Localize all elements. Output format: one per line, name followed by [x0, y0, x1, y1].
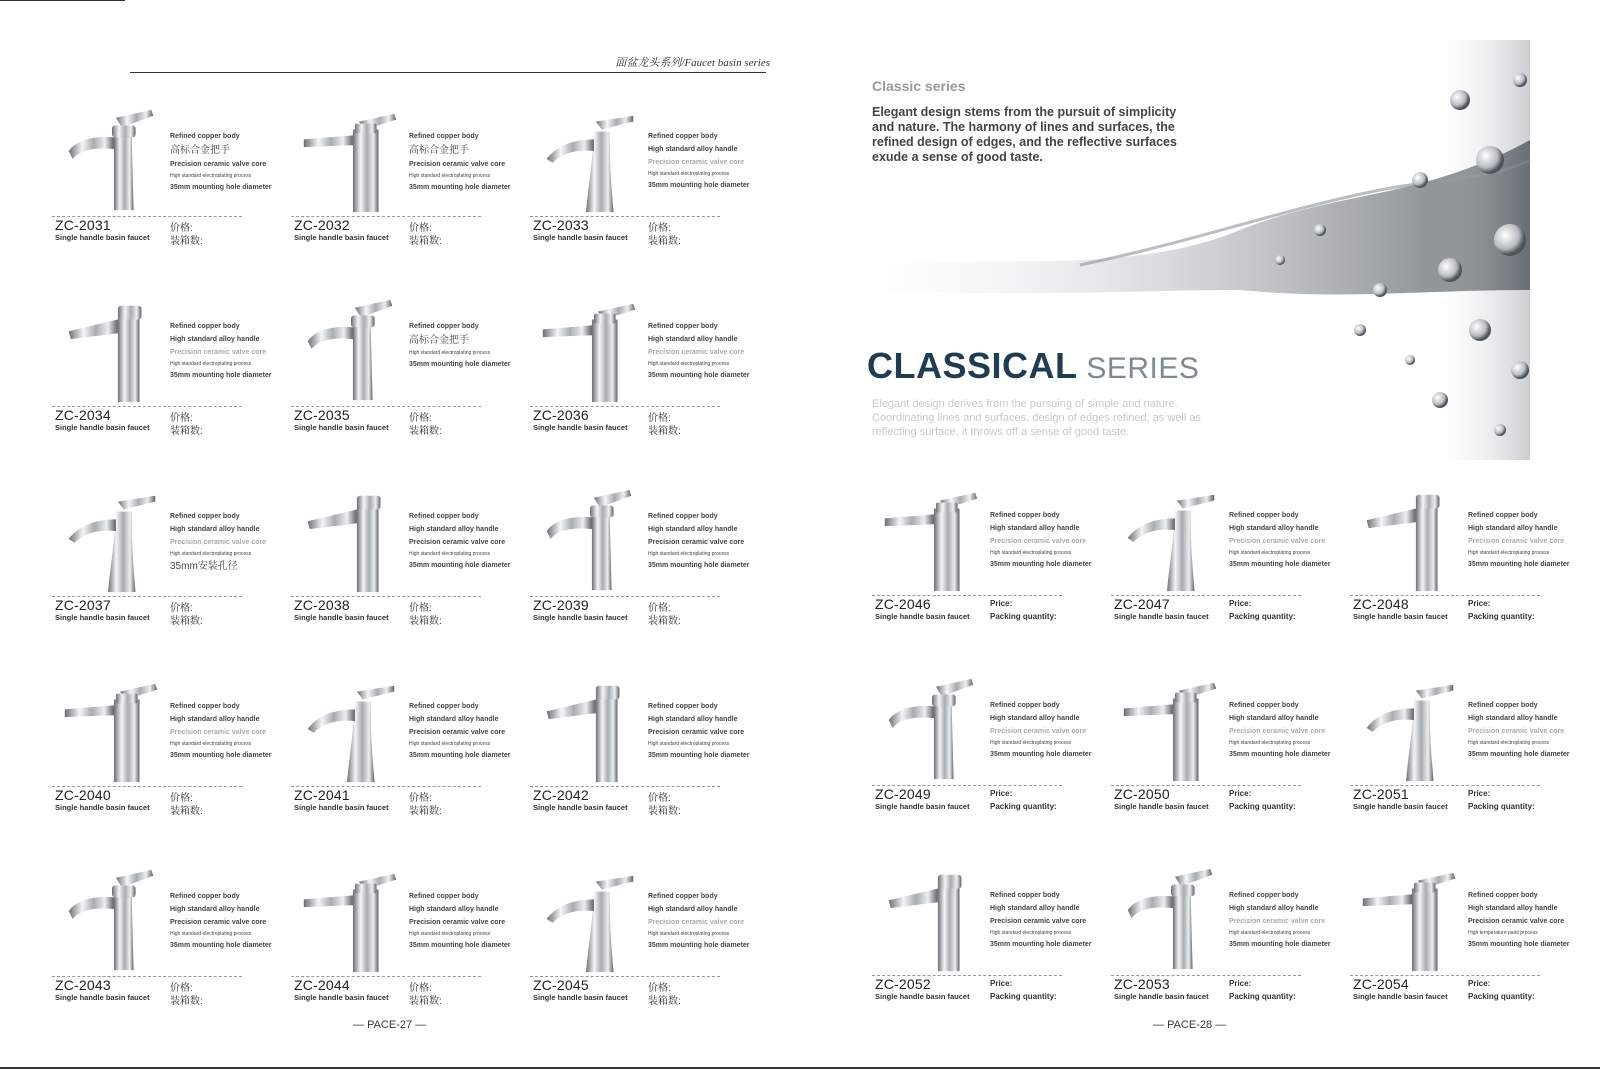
spec-line: 35mm mounting hole diameter	[648, 372, 750, 379]
spec-line: High standard alloy handle	[170, 716, 260, 723]
spec-line: Refined copper body	[990, 512, 1060, 519]
product-card	[872, 855, 1111, 1045]
price-label: Price:	[1468, 789, 1491, 798]
product-type: Single handle basin faucet	[533, 423, 628, 432]
spec-line: 35mm mounting hole diameter	[1468, 941, 1570, 948]
packing-label: Packing quantity:	[1468, 802, 1535, 811]
faucet-image	[295, 290, 405, 406]
faucet-image	[295, 670, 405, 786]
spec-line: 35mm mounting hole diameter	[1229, 561, 1331, 568]
product-card	[1111, 665, 1350, 855]
spec-line: High standard electroplating process	[1468, 740, 1550, 746]
packing-label: 装箱数:	[409, 426, 442, 437]
spec-line: Precision ceramic valve core	[648, 539, 745, 546]
spec-line: Refined copper body	[170, 323, 240, 330]
packing-label: 装箱数:	[648, 996, 681, 1007]
spec-line: Refined copper body	[409, 893, 479, 900]
price-label: 价格:	[409, 223, 432, 234]
spec-line: Precision ceramic valve core	[1229, 538, 1326, 545]
spec-line: Refined copper body	[170, 513, 240, 520]
spec-list	[648, 702, 766, 764]
product-type: Single handle basin faucet	[533, 993, 628, 1002]
product-card	[530, 476, 769, 666]
product-code: ZC-2052	[875, 976, 931, 992]
spec-line: Refined copper body	[170, 893, 240, 900]
product-card	[1350, 855, 1589, 1045]
packing-label: Packing quantity:	[1468, 612, 1535, 621]
product-code: ZC-2039	[533, 597, 589, 613]
spec-line: Precision ceramic valve core	[648, 919, 745, 926]
spec-line: Refined copper body	[648, 893, 718, 900]
packing-label: 装箱数:	[409, 996, 442, 1007]
product-type: Single handle basin faucet	[875, 802, 970, 811]
spec-line: High standard electroplating process	[648, 931, 730, 937]
intro-faded-text: Elegant design derives from the pursuing of simple and nature. Coordinating lines and surfaces, design of edges refined, as well as reflecting surface, it throws off a sense of good taste.	[872, 398, 1201, 438]
faucet-image	[1354, 669, 1464, 785]
spec-line: High standard electroplating process	[170, 173, 252, 179]
spec-line: High standard alloy handle	[648, 146, 738, 153]
spec-list	[648, 512, 766, 574]
spec-line: High standard electroplating process	[648, 171, 730, 177]
spec-list	[990, 701, 1108, 763]
spec-list	[170, 892, 288, 954]
spec-list	[1229, 891, 1347, 953]
product-card	[530, 286, 769, 476]
spec-list	[409, 892, 527, 954]
product-code: ZC-2031	[55, 217, 111, 233]
spec-line: 高标合金把手	[409, 335, 469, 346]
spec-line: Precision ceramic valve core	[409, 919, 506, 926]
product-code: ZC-2048	[1353, 596, 1409, 612]
product-type: Single handle basin faucet	[1114, 802, 1209, 811]
faucet-image	[534, 480, 644, 596]
spec-line: High standard alloy handle	[648, 906, 738, 913]
packing-label: 装箱数:	[170, 806, 203, 817]
spec-line: High standard electroplating process	[1229, 550, 1311, 556]
spec-line: High standard alloy handle	[648, 336, 738, 343]
faucet-image	[876, 669, 986, 785]
faucet-image	[1115, 479, 1225, 595]
faucet-image	[56, 100, 166, 216]
spec-list	[648, 132, 766, 194]
spec-line: High standard electroplating process	[648, 361, 730, 367]
product-card	[52, 96, 291, 286]
spec-line: Precision ceramic valve core	[1229, 728, 1326, 735]
price-label: 价格:	[409, 413, 432, 424]
product-code: ZC-2036	[533, 407, 589, 423]
product-code: ZC-2050	[1114, 786, 1170, 802]
spec-line: High standard alloy handle	[170, 336, 260, 343]
spec-line: Precision ceramic valve core	[170, 919, 267, 926]
faucet-image	[1354, 859, 1464, 975]
spec-line: Precision ceramic valve core	[648, 349, 745, 356]
packing-label: 装箱数:	[170, 236, 203, 247]
price-label: 价格:	[170, 223, 193, 234]
faucet-image	[295, 860, 405, 976]
spec-list	[409, 322, 527, 373]
spec-line: High standard electroplating process	[409, 173, 491, 179]
price-label: 价格:	[648, 223, 671, 234]
spec-line: High standard electroplating process	[990, 930, 1072, 936]
faucet-image	[534, 670, 644, 786]
spec-line: Precision ceramic valve core	[990, 538, 1087, 545]
spec-list	[648, 322, 766, 384]
spec-line: Refined copper body	[990, 702, 1060, 709]
product-type: Single handle basin faucet	[1114, 992, 1209, 1001]
spec-line: 35mm mounting hole diameter	[409, 184, 511, 191]
product-card	[1350, 665, 1589, 855]
spec-list	[409, 132, 527, 196]
product-card	[52, 476, 291, 666]
classic-series-label: Classic series	[872, 78, 966, 94]
product-type: Single handle basin faucet	[294, 423, 389, 432]
faucet-image	[876, 479, 986, 595]
faucet-image	[295, 480, 405, 596]
spec-line: Refined copper body	[409, 513, 479, 520]
spec-list	[1468, 701, 1586, 763]
product-card	[872, 475, 1111, 665]
right-page	[800, 0, 1600, 1071]
spec-line: 35mm mounting hole diameter	[170, 752, 272, 759]
price-label: 价格:	[170, 983, 193, 994]
spec-line: High standard electroplating process	[409, 551, 491, 557]
product-card	[291, 476, 530, 666]
spec-line: High standard alloy handle	[648, 716, 738, 723]
product-card	[291, 286, 530, 476]
price-label: Price:	[990, 599, 1013, 608]
spec-line: High standard electroplating process	[1468, 550, 1550, 556]
packing-label: Packing quantity:	[990, 992, 1057, 1001]
price-label: Price:	[990, 979, 1013, 988]
product-code: ZC-2032	[294, 217, 350, 233]
spec-line: Refined copper body	[1229, 512, 1299, 519]
spec-line: High standard alloy handle	[1468, 525, 1558, 532]
spec-line: Precision ceramic valve core	[409, 161, 506, 168]
packing-label: 装箱数:	[170, 616, 203, 627]
faucet-image	[56, 860, 166, 976]
faucet-image	[56, 290, 166, 406]
product-card	[291, 856, 530, 1046]
faucet-image	[56, 480, 166, 596]
faucet-image	[534, 860, 644, 976]
spec-line: High standard electroplating process	[170, 741, 252, 747]
product-code: ZC-2037	[55, 597, 111, 613]
product-type: Single handle basin faucet	[1353, 802, 1448, 811]
price-label: 价格:	[170, 603, 193, 614]
spec-list	[170, 702, 288, 764]
spec-line: 35mm mounting hole diameter	[648, 752, 750, 759]
price-label: Price:	[1229, 599, 1252, 608]
packing-label: 装箱数:	[648, 426, 681, 437]
product-code: ZC-2049	[875, 786, 931, 802]
spec-line: High standard electroplating process	[990, 740, 1072, 746]
product-type: Single handle basin faucet	[55, 233, 150, 242]
product-code: ZC-2034	[55, 407, 111, 423]
spec-line: 35mm mounting hole diameter	[170, 184, 272, 191]
spec-line: Refined copper body	[1468, 702, 1538, 709]
spec-line: Refined copper body	[409, 323, 479, 330]
spec-line: Refined copper body	[648, 513, 718, 520]
spec-line: 35mm mounting hole diameter	[409, 942, 511, 949]
product-code: ZC-2053	[1114, 976, 1170, 992]
spec-list	[1229, 511, 1347, 573]
product-card	[52, 286, 291, 476]
product-card	[291, 666, 530, 856]
spec-line: 35mm mounting hole diameter	[990, 941, 1092, 948]
spec-line: High standard alloy handle	[409, 906, 499, 913]
intro-text: Elegant design stems from the pursuit of simplicity and nature. The harmony of lines and surfaces, the refined design of edges, and the reflective surfaces exude a sense of good taste.	[872, 105, 1177, 164]
price-label: Price:	[990, 789, 1013, 798]
spec-line: 高标合金把手	[409, 145, 469, 156]
faucet-image	[534, 100, 644, 216]
faucet-image	[56, 670, 166, 786]
spec-line: Precision ceramic valve core	[409, 729, 506, 736]
spec-line: High standard alloy handle	[170, 906, 260, 913]
spec-list	[1468, 511, 1586, 573]
product-grid-left	[52, 96, 769, 1046]
product-card	[1350, 475, 1589, 665]
product-card	[530, 666, 769, 856]
price-label: Price:	[1229, 979, 1252, 988]
spec-line: Refined copper body	[990, 892, 1060, 899]
product-card	[530, 856, 769, 1046]
product-type: Single handle basin faucet	[294, 803, 389, 812]
product-card	[291, 96, 530, 286]
spec-line: 35mm mounting hole diameter	[409, 361, 511, 368]
spec-line: Precision ceramic valve core	[170, 161, 267, 168]
product-card	[52, 666, 291, 856]
page-top-border	[0, 0, 125, 1]
faucet-image	[534, 290, 644, 406]
series-header: 面盆龙头系列/Faucet basin series	[615, 57, 770, 69]
spec-line: 35mm mounting hole diameter	[170, 942, 272, 949]
price-label: Price:	[1229, 789, 1252, 798]
price-label: 价格:	[170, 793, 193, 804]
product-card	[1111, 855, 1350, 1045]
price-label: 价格:	[409, 983, 432, 994]
product-code: ZC-2041	[294, 787, 350, 803]
spec-line: High standard alloy handle	[990, 715, 1080, 722]
spec-line: Refined copper body	[1468, 512, 1538, 519]
product-type: Single handle basin faucet	[533, 613, 628, 622]
spec-line: High standard electroplating process	[409, 741, 491, 747]
spec-line: Refined copper body	[1229, 892, 1299, 899]
spec-line: Refined copper body	[409, 133, 479, 140]
spec-line: Refined copper body	[1229, 702, 1299, 709]
product-type: Single handle basin faucet	[55, 993, 150, 1002]
product-code: ZC-2054	[1353, 976, 1409, 992]
spec-line: Precision ceramic valve core	[1468, 918, 1565, 925]
spec-line: 35mm mounting hole diameter	[648, 182, 750, 189]
spec-line: Precision ceramic valve core	[1468, 728, 1565, 735]
product-type: Single handle basin faucet	[875, 612, 970, 621]
spec-line: Precision ceramic valve core	[1468, 538, 1565, 545]
spec-line: Refined copper body	[648, 703, 718, 710]
packing-label: 装箱数:	[409, 236, 442, 247]
spec-line: High standard electroplating process	[648, 551, 730, 557]
spec-line: High standard alloy handle	[1229, 525, 1319, 532]
spec-line: High standard electroplating process	[648, 741, 730, 747]
spec-line: High standard electroplating process	[1229, 740, 1311, 746]
spec-line: High standard alloy handle	[1229, 905, 1319, 912]
spec-line: High standard alloy handle	[990, 525, 1080, 532]
product-type: Single handle basin faucet	[533, 233, 628, 242]
packing-label: Packing quantity:	[990, 802, 1057, 811]
product-code: ZC-2047	[1114, 596, 1170, 612]
spec-line: Precision ceramic valve core	[170, 539, 267, 546]
packing-label: Packing quantity:	[1229, 612, 1296, 621]
product-code: ZC-2045	[533, 977, 589, 993]
product-code: ZC-2042	[533, 787, 589, 803]
packing-label: 装箱数:	[409, 806, 442, 817]
spec-line: Refined copper body	[170, 133, 240, 140]
packing-label: 装箱数:	[648, 616, 681, 627]
product-type: Single handle basin faucet	[1353, 612, 1448, 621]
spec-line: High temperature paint process	[1468, 930, 1538, 936]
spec-line: 35mm mounting hole diameter	[990, 561, 1092, 568]
spec-line: 35mm mounting hole diameter	[1229, 751, 1331, 758]
spec-line: Precision ceramic valve core	[170, 349, 267, 356]
spec-line: High standard alloy handle	[1468, 715, 1558, 722]
product-code: ZC-2046	[875, 596, 931, 612]
price-label: 价格:	[648, 793, 671, 804]
packing-label: Packing quantity:	[1468, 992, 1535, 1001]
faucet-image	[876, 859, 986, 975]
spec-list	[1229, 701, 1347, 763]
spec-line: High standard alloy handle	[648, 526, 738, 533]
spec-list	[409, 512, 527, 574]
spec-line: High standard electroplating process	[170, 931, 252, 937]
product-card	[1111, 475, 1350, 665]
faucet-image	[1115, 859, 1225, 975]
price-label: 价格:	[409, 793, 432, 804]
spec-line: High standard electroplating process	[409, 350, 491, 356]
price-label: 价格:	[648, 413, 671, 424]
spec-line: Refined copper body	[648, 323, 718, 330]
spec-list	[648, 892, 766, 954]
faucet-image	[1354, 479, 1464, 595]
product-type: Single handle basin faucet	[1114, 612, 1209, 621]
product-code: ZC-2035	[294, 407, 350, 423]
packing-label: 装箱数:	[648, 806, 681, 817]
spec-line: 35mm mounting hole diameter	[1468, 561, 1570, 568]
spec-line: 35mm安装孔径	[170, 561, 238, 572]
spec-line: High standard alloy handle	[1468, 905, 1558, 912]
product-code: ZC-2044	[294, 977, 350, 993]
product-code: ZC-2051	[1353, 786, 1409, 802]
product-card	[872, 665, 1111, 855]
product-code: ZC-2043	[55, 977, 111, 993]
spec-line: Precision ceramic valve core	[990, 918, 1087, 925]
product-card	[52, 856, 291, 1046]
product-code: ZC-2040	[55, 787, 111, 803]
spec-line: 35mm mounting hole diameter	[1229, 941, 1331, 948]
spec-line: High standard alloy handle	[409, 716, 499, 723]
spec-list	[170, 512, 288, 576]
spec-line: High standard alloy handle	[1229, 715, 1319, 722]
spec-line: Precision ceramic valve core	[648, 729, 745, 736]
product-type: Single handle basin faucet	[55, 423, 150, 432]
page-number: — PACE-28 —	[1153, 1019, 1227, 1031]
spec-line: 35mm mounting hole diameter	[170, 372, 272, 379]
price-label: Price:	[1468, 599, 1491, 608]
packing-label: Packing quantity:	[1229, 992, 1296, 1001]
packing-label: 装箱数:	[170, 996, 203, 1007]
spec-line: Refined copper body	[409, 703, 479, 710]
spec-list	[990, 511, 1108, 573]
price-label: 价格:	[648, 983, 671, 994]
product-card	[530, 96, 769, 286]
spec-line: Refined copper body	[170, 703, 240, 710]
product-type: Single handle basin faucet	[294, 233, 389, 242]
spec-line: 35mm mounting hole diameter	[409, 562, 511, 569]
spec-line: High standard electroplating process	[990, 550, 1072, 556]
spec-line: Precision ceramic valve core	[1229, 918, 1326, 925]
spec-line: 35mm mounting hole diameter	[1468, 751, 1570, 758]
spec-line: Precision ceramic valve core	[170, 729, 267, 736]
spec-line: High standard electroplating process	[1229, 930, 1311, 936]
spec-line: 35mm mounting hole diameter	[409, 752, 511, 759]
spec-line: High standard alloy handle	[409, 526, 499, 533]
spec-line: Precision ceramic valve core	[648, 159, 745, 166]
header-rule	[130, 72, 766, 73]
spec-list	[990, 891, 1108, 953]
product-type: Single handle basin faucet	[294, 993, 389, 1002]
spec-line: Refined copper body	[1468, 892, 1538, 899]
spec-line: High standard electroplating process	[170, 361, 252, 367]
spec-line: High standard alloy handle	[990, 905, 1080, 912]
spec-line: High standard electroplating process	[409, 931, 491, 937]
spec-line: 35mm mounting hole diameter	[648, 562, 750, 569]
classical-series-title: CLASSICAL SERIES	[867, 345, 1200, 386]
product-grid-right	[872, 475, 1589, 1045]
spec-line: Refined copper body	[648, 133, 718, 140]
packing-label: Packing quantity:	[990, 612, 1057, 621]
spec-list	[1468, 891, 1586, 953]
spec-line: 高标合金把手	[170, 145, 230, 156]
product-type: Single handle basin faucet	[875, 992, 970, 1001]
price-label: 价格:	[648, 603, 671, 614]
packing-label: 装箱数:	[170, 426, 203, 437]
product-code: ZC-2033	[533, 217, 589, 233]
price-label: 价格:	[170, 413, 193, 424]
product-type: Single handle basin faucet	[1353, 992, 1448, 1001]
page-number: — PACE-27 —	[353, 1019, 427, 1031]
faucet-image	[1115, 669, 1225, 785]
spec-list	[409, 702, 527, 764]
product-type: Single handle basin faucet	[55, 613, 150, 622]
spec-line: High standard alloy handle	[170, 526, 260, 533]
price-label: 价格:	[409, 603, 432, 614]
faucet-image	[295, 100, 405, 216]
product-type: Single handle basin faucet	[533, 803, 628, 812]
packing-label: 装箱数:	[648, 236, 681, 247]
packing-label: 装箱数:	[409, 616, 442, 627]
price-label: Price:	[1468, 979, 1491, 988]
spec-line: High standard electroplating process	[170, 551, 252, 557]
spec-line: 35mm mounting hole diameter	[648, 942, 750, 949]
packing-label: Packing quantity:	[1229, 802, 1296, 811]
spec-list	[170, 322, 288, 384]
product-type: Single handle basin faucet	[294, 613, 389, 622]
product-code: ZC-2038	[294, 597, 350, 613]
spec-line: Precision ceramic valve core	[990, 728, 1087, 735]
spec-line: Precision ceramic valve core	[409, 539, 506, 546]
spec-list	[170, 132, 288, 196]
product-type: Single handle basin faucet	[55, 803, 150, 812]
spec-line: 35mm mounting hole diameter	[990, 751, 1092, 758]
